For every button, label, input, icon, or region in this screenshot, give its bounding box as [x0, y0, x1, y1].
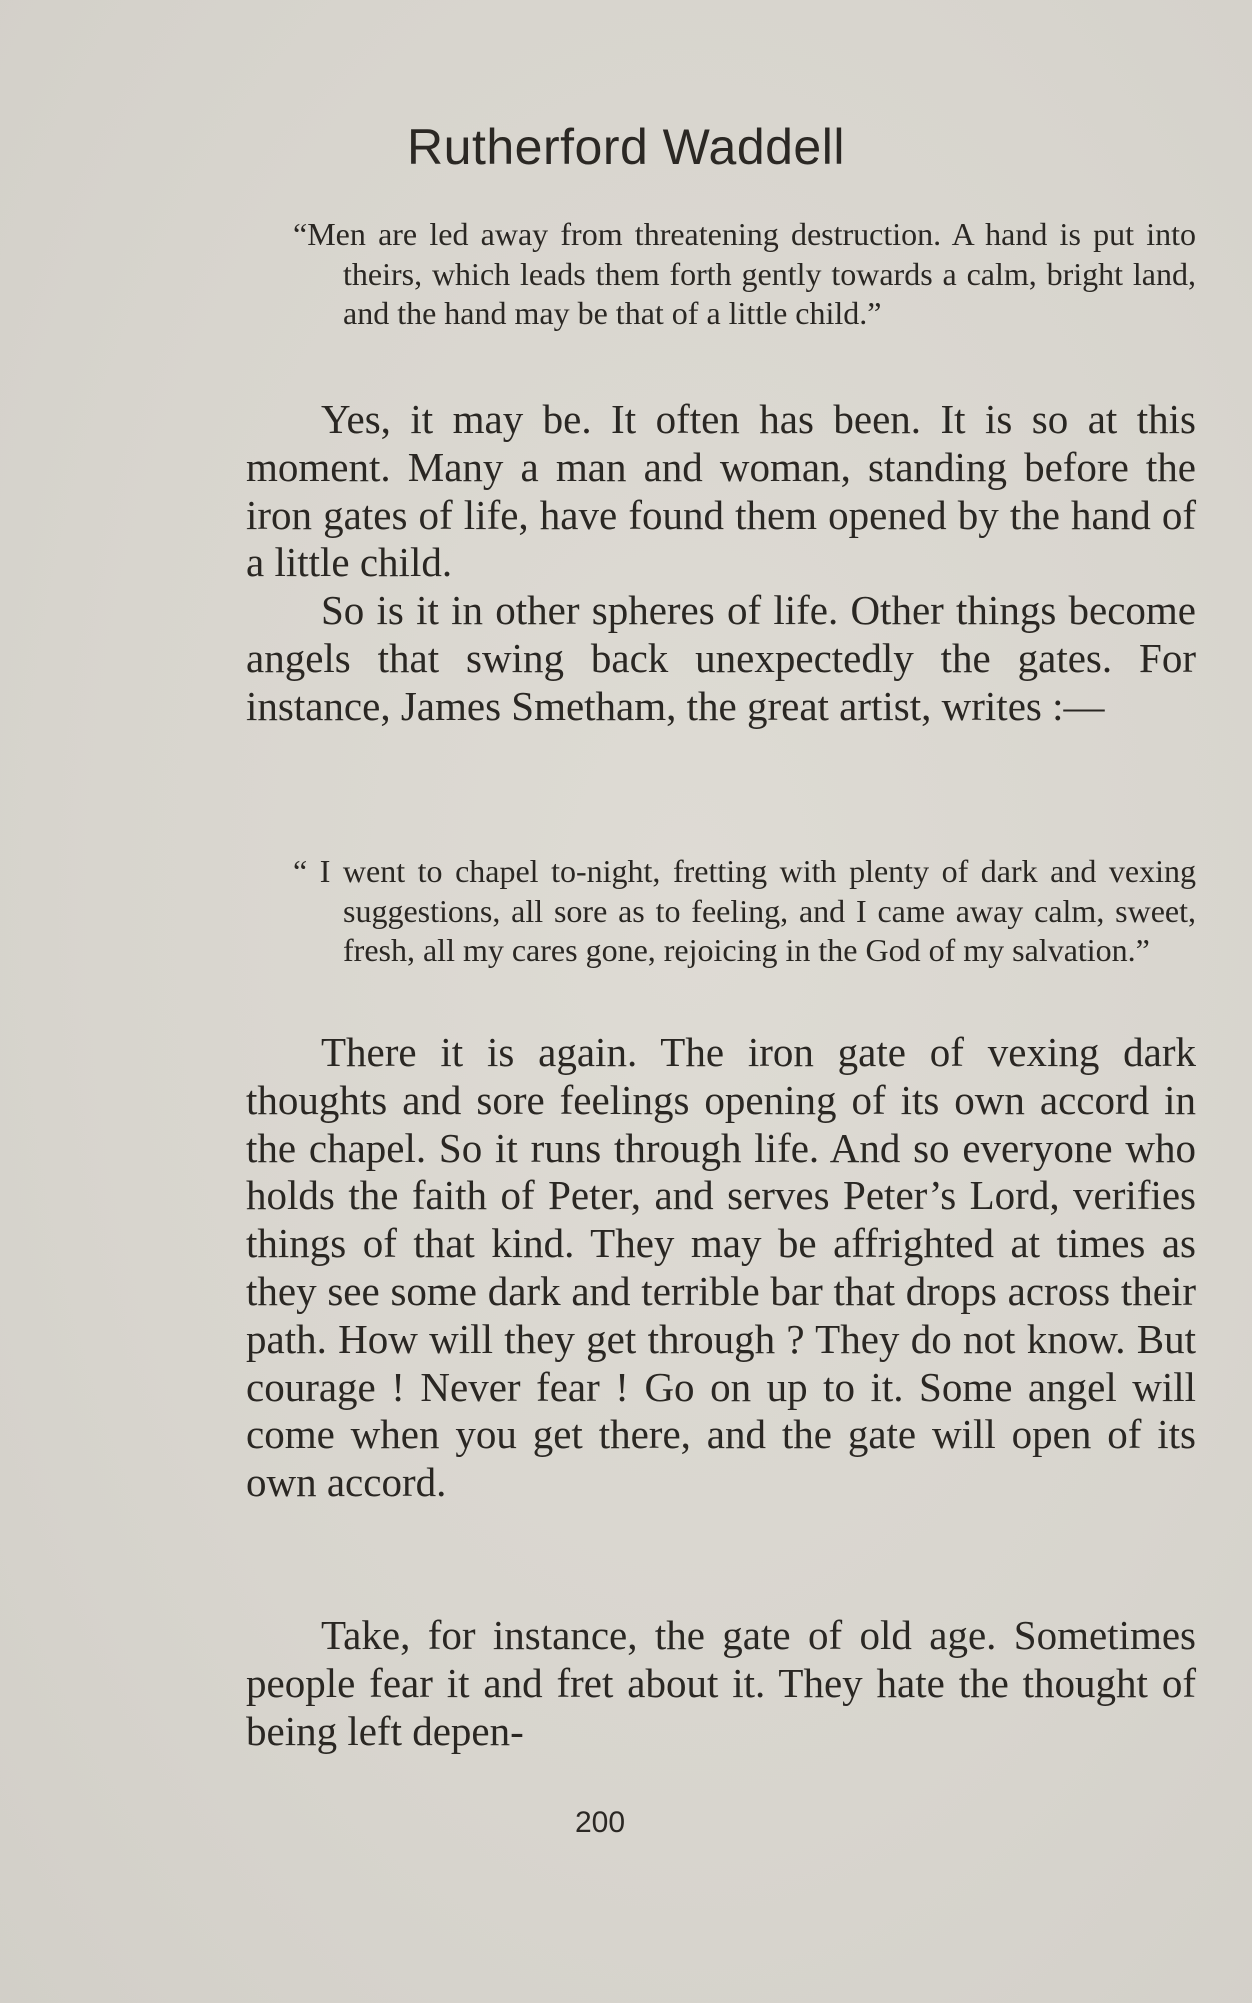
running-head: Rutherford Waddell: [407, 119, 845, 175]
page-number: 200: [574, 1806, 626, 1839]
paragraph-4: Take, for instance, the gate of old age. Sometimes people fear it and fret about it. They hate the thought of being left depen-: [246, 1612, 1196, 1754]
body-section-2: [246, 1029, 1196, 1507]
block-quote-2: [293, 852, 1196, 971]
block-quote-1: [293, 215, 1196, 334]
paragraph-2: So is it in other spheres of life. Other things become angels that swing back unexpectedly the gates. For instance, James Smetham, the great artist, writes :—: [246, 587, 1196, 729]
block-quote-text: “ I went to chapel to-night, fretting with plenty of dark and vexing suggestions, all sore as to feeling, and I came away calm, sweet, fresh, all my cares gone, rejoicing in the God of my salvation.”: [293, 853, 1196, 968]
block-quote-text: “Men are led away from threatening destruction. A hand is put into theirs, which leads them forth gently towards a calm, bright land, and the hand may be that of a little child.”: [293, 216, 1196, 331]
paragraph-1: Yes, it may be. It often has been. It is so at this moment. Many a man and woman, standing before the iron gates of life, have found them opened by the hand of a little child.: [246, 396, 1196, 586]
body-section-3: [246, 1612, 1196, 1755]
body-section-1: [246, 396, 1196, 731]
paragraph-3: There it is again. The iron gate of vexing dark thoughts and sore feelings opening of its own accord in the chapel. So it runs through life. And so everyone who holds the faith of Peter, and serves Peter’s Lord, verifies things of that kind. They may be affrighted at times as they see some dark and terrible bar that drops across their path. How will they get through ? They do not know. But courage ! Never fear ! Go on up to it. Some angel will come when you get there, and the gate will open of its own accord.: [246, 1029, 1196, 1506]
